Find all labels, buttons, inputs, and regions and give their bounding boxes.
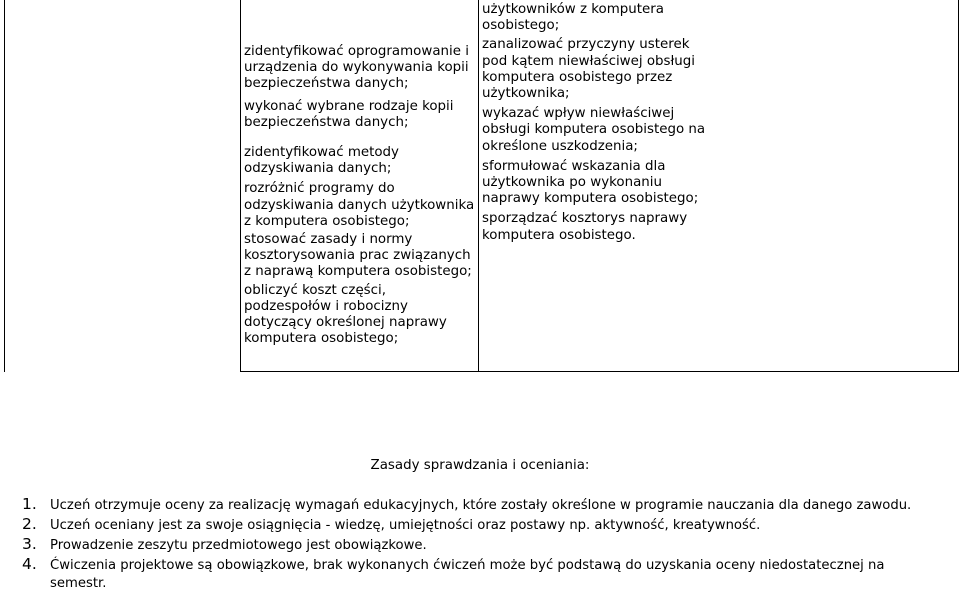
list-item bbox=[22, 555, 942, 593]
list-item: użytkowników z komputera osobistego; bbox=[482, 2, 664, 34]
table-border-col2 bbox=[478, 0, 479, 372]
rule-number: 2. bbox=[22, 515, 37, 533]
table-border-col1 bbox=[240, 0, 241, 372]
column-middle bbox=[244, 44, 476, 347]
rule-number: 4. bbox=[22, 555, 37, 573]
rule-number: 3. bbox=[22, 535, 37, 553]
list-item bbox=[22, 495, 942, 515]
list-item bbox=[22, 515, 942, 535]
list-item: wykazać wpływ niewłaściwej obsługi komputera osobistego na określone uszkodzenia; bbox=[482, 106, 706, 154]
column-right bbox=[482, 2, 714, 244]
assessment-heading: Zasady sprawdzania i oceniania: bbox=[370, 458, 590, 473]
rule-number: 1. bbox=[22, 495, 37, 513]
list-item: sformułować wskazania dla użytkownika po wykonaniu naprawy komputera osobistego; bbox=[482, 158, 699, 207]
rule-text: Ćwiczenia projektowe są obowiązkowe, brak wykonanych ćwiczeń może być podstawą do uzyskania oceny niedostatecznej na semestr. bbox=[50, 558, 885, 591]
table-border-bottom bbox=[240, 371, 959, 372]
list-item: zanalizować przyczyny usterek pod kątem niewłaściwej obsługi komputera osobistego przez użytkownika; bbox=[482, 37, 696, 102]
list-item bbox=[22, 535, 942, 555]
table-border-left bbox=[4, 0, 5, 372]
assessment-rules-list bbox=[22, 495, 942, 593]
list-item: obliczyć koszt części, podzespołów i robocizny dotyczący określonej naprawy komputera osobistego; bbox=[244, 282, 447, 347]
list-item: stosować zasady i normy kosztorysowania prac związanych z naprawą komputera osobistego; bbox=[244, 232, 472, 280]
list-item: zidentyfikować metody odzyskiwania danych; bbox=[244, 145, 399, 177]
rule-text: Prowadzenie zeszytu przedmiotowego jest obowiązkowe. bbox=[50, 538, 427, 553]
table-border-right bbox=[958, 0, 959, 372]
list-item: sporządzać kosztorys naprawy komputera osobistego. bbox=[482, 211, 688, 243]
rule-text: Uczeń otrzymuje oceny za realizację wymagań edukacyjnych, które zostały określone w programie nauczania dla danego zawodu. bbox=[50, 498, 912, 513]
list-item: zidentyfikować oprogramowanie i urządzenia do wykonywania kopii bezpieczeństwa danych; bbox=[244, 44, 469, 92]
rule-text: Uczeń oceniany jest za swoje osiągnięcia - wiedzę, umiejętności oraz postawy np. aktywność, kreatywność. bbox=[50, 518, 761, 533]
list-item: rozróżnić programy do odzyskiwania danych użytkownika z komputera osobistego; bbox=[244, 181, 475, 229]
list-item: wykonać wybrane rodzaje kopii bezpieczeństwa danych; bbox=[244, 98, 454, 130]
